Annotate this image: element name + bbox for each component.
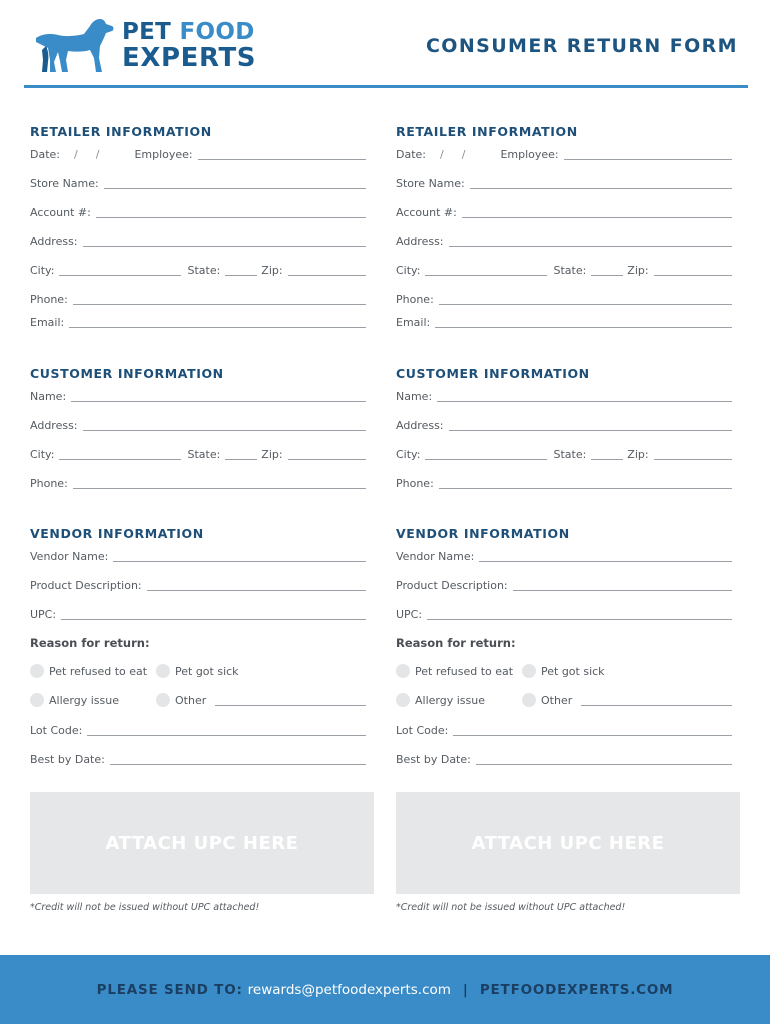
upc-row: [396, 604, 732, 622]
retailer-address-row: [396, 231, 732, 249]
address-field[interactable]: [83, 419, 366, 431]
customer-heading: CUSTOMER INFORMATION: [396, 366, 590, 381]
retailer-email-row: [30, 312, 366, 330]
address-field[interactable]: [449, 235, 732, 247]
address-label: Address:: [30, 419, 78, 432]
best-by-row: [30, 749, 366, 767]
radio-pet-sick[interactable]: [522, 664, 605, 678]
state-field[interactable]: [591, 448, 623, 460]
zip-label: Zip:: [627, 264, 649, 277]
city-label: City:: [30, 264, 55, 277]
account-field[interactable]: [462, 206, 732, 218]
phone-label: Phone:: [396, 293, 434, 306]
customer-name-row: [396, 386, 732, 404]
dog-logo-icon: [32, 16, 116, 76]
address-field[interactable]: [83, 235, 366, 247]
customer-city-row: [396, 444, 732, 462]
footer-website-link[interactable]: PETFOODEXPERTS.COM: [479, 981, 674, 998]
city-field[interactable]: [425, 264, 547, 276]
city-label: City:: [30, 448, 55, 461]
best-by-field[interactable]: [110, 753, 366, 765]
state-label: State:: [553, 264, 587, 277]
radio-circle-icon: [522, 664, 536, 678]
radio-pet-refused[interactable]: [396, 664, 513, 678]
email-label: Email:: [30, 316, 65, 329]
form-title: CONSUMER RETURN FORM: [425, 35, 738, 57]
upc-field[interactable]: [427, 608, 732, 620]
vendor-name-row: [396, 546, 732, 564]
retailer-date-row: [396, 144, 732, 162]
retailer-email-row: [396, 312, 732, 330]
lot-code-row: [30, 720, 366, 738]
radio-pet-refused[interactable]: [30, 664, 147, 678]
customer-address-row: [396, 415, 732, 433]
product-description-field[interactable]: [513, 579, 732, 591]
reason-label: Reason for return:: [30, 636, 150, 650]
account-label: Account #:: [396, 206, 457, 219]
product-description-row: [396, 575, 732, 593]
email-field[interactable]: [69, 316, 366, 328]
date-slash: /: [440, 148, 444, 161]
state-label: State:: [187, 264, 221, 277]
state-field[interactable]: [591, 264, 623, 276]
other-field[interactable]: [215, 705, 366, 706]
radio-circle-icon: [156, 664, 170, 678]
store-name-label: Store Name:: [30, 177, 99, 190]
date-slash: /: [74, 148, 78, 161]
retailer-phone-row: [396, 289, 732, 307]
email-label: Email:: [396, 316, 431, 329]
email-field[interactable]: [435, 316, 732, 328]
employee-field[interactable]: [198, 148, 366, 160]
store-name-label: Store Name:: [396, 177, 465, 190]
radio-circle-icon: [30, 693, 44, 707]
zip-label: Zip:: [261, 264, 283, 277]
other-field[interactable]: [581, 705, 732, 706]
header-divider: [24, 85, 748, 88]
date-slash: /: [95, 148, 100, 161]
best-by-field[interactable]: [476, 753, 732, 765]
header: [0, 0, 770, 90]
retailer-phone-row: [30, 289, 366, 307]
product-description-row: [30, 575, 366, 593]
radio-allergy[interactable]: [30, 693, 119, 707]
phone-label: Phone:: [30, 477, 68, 490]
name-field[interactable]: [71, 390, 366, 402]
retailer-heading: RETAILER INFORMATION: [396, 124, 578, 139]
brand-name-line2: EXPERTS: [122, 43, 257, 73]
radio-circle-icon: [522, 693, 536, 707]
customer-city-row: [30, 444, 366, 462]
city-field[interactable]: [59, 264, 181, 276]
brand-pet: PET: [122, 19, 172, 45]
upc-label: UPC:: [396, 608, 423, 621]
state-label: State:: [553, 448, 587, 461]
vendor-name-label: Vendor Name:: [396, 550, 475, 563]
brand-name-line1: [122, 20, 255, 44]
vendor-heading: VENDOR INFORMATION: [30, 526, 204, 541]
radio-label: Other: [541, 693, 573, 707]
retailer-city-row: [30, 260, 366, 278]
city-label: City:: [396, 448, 421, 461]
radio-label: Pet refused to eat: [49, 664, 148, 678]
phone-field[interactable]: [73, 293, 366, 305]
store-name-row: [30, 173, 366, 191]
radio-label: Allergy issue: [49, 693, 119, 707]
reason-options-row2: [30, 693, 366, 711]
footer-bar: [0, 955, 770, 1024]
account-field[interactable]: [96, 206, 366, 218]
vendor-name-field[interactable]: [113, 550, 366, 562]
address-label: Address:: [30, 235, 78, 248]
date-label: Date:: [396, 148, 426, 161]
reason-options-row1: [30, 664, 366, 682]
product-description-label: Product Description:: [30, 579, 142, 592]
store-name-field[interactable]: [470, 177, 732, 189]
zip-label: Zip:: [261, 448, 283, 461]
zip-field[interactable]: [288, 264, 366, 276]
zip-field[interactable]: [654, 264, 732, 276]
lot-code-label: Lot Code:: [30, 724, 83, 737]
retailer-heading: RETAILER INFORMATION: [30, 124, 212, 139]
radio-label: Pet got sick: [541, 664, 605, 678]
upc-row: [30, 604, 366, 622]
product-description-field[interactable]: [147, 579, 366, 591]
date-label: Date:: [30, 148, 60, 161]
attach-upc-label: ATTACH UPC HERE: [471, 832, 665, 854]
retailer-city-row: [396, 260, 732, 278]
best-by-label: Best by Date:: [30, 753, 105, 766]
vendor-name-field[interactable]: [479, 550, 732, 562]
reason-options-row2: [396, 693, 732, 711]
retailer-address-row: [30, 231, 366, 249]
name-label: Name:: [30, 390, 67, 403]
footer-email-link[interactable]: rewards@petfoodexperts.com: [247, 981, 451, 998]
radio-label: Pet got sick: [175, 664, 239, 678]
radio-other[interactable]: [522, 693, 572, 707]
reason-label: Reason for return:: [396, 636, 516, 650]
address-field[interactable]: [449, 419, 732, 431]
best-by-row: [396, 749, 732, 767]
attach-upc-box: [30, 792, 374, 894]
radio-circle-icon: [30, 664, 44, 678]
lot-code-row: [396, 720, 732, 738]
radio-label: Other: [175, 693, 207, 707]
state-field[interactable]: [225, 448, 257, 460]
footer-send-to: PLEASE SEND TO:: [96, 981, 243, 998]
footer-separator: |: [462, 981, 468, 998]
radio-label: Allergy issue: [415, 693, 485, 707]
radio-pet-sick[interactable]: [156, 664, 239, 678]
attach-upc-box: [396, 792, 740, 894]
vendor-name-row: [30, 546, 366, 564]
customer-phone-row: [30, 473, 366, 491]
city-label: City:: [396, 264, 421, 277]
phone-label: Phone:: [30, 293, 68, 306]
name-label: Name:: [396, 390, 433, 403]
account-row: [30, 202, 366, 220]
phone-field[interactable]: [439, 477, 732, 489]
customer-address-row: [30, 415, 366, 433]
upc-label: UPC:: [30, 608, 57, 621]
radio-circle-icon: [396, 693, 410, 707]
retailer-date-row: [30, 144, 366, 162]
phone-label: Phone:: [396, 477, 434, 490]
date-slash: /: [461, 148, 466, 161]
customer-heading: CUSTOMER INFORMATION: [30, 366, 224, 381]
upc-note: *Credit will not be issued without UPC attached!: [396, 902, 626, 913]
lot-code-field[interactable]: [87, 724, 366, 736]
vendor-name-label: Vendor Name:: [30, 550, 109, 563]
radio-circle-icon: [156, 693, 170, 707]
upc-field[interactable]: [61, 608, 366, 620]
brand-food: FOOD: [179, 19, 255, 45]
lot-code-label: Lot Code:: [396, 724, 449, 737]
zip-field[interactable]: [288, 448, 366, 460]
best-by-label: Best by Date:: [396, 753, 471, 766]
vendor-heading: VENDOR INFORMATION: [396, 526, 570, 541]
attach-upc-label: ATTACH UPC HERE: [105, 832, 299, 854]
state-field[interactable]: [225, 264, 257, 276]
employee-label: Employee:: [500, 148, 559, 161]
upc-note: *Credit will not be issued without UPC attached!: [30, 902, 260, 913]
name-field[interactable]: [437, 390, 732, 402]
employee-field[interactable]: [564, 148, 732, 160]
radio-allergy[interactable]: [396, 693, 485, 707]
radio-label: Pet refused to eat: [415, 664, 514, 678]
phone-field[interactable]: [439, 293, 732, 305]
radio-other[interactable]: [156, 693, 206, 707]
lot-code-field[interactable]: [453, 724, 732, 736]
zip-label: Zip:: [627, 448, 649, 461]
customer-name-row: [30, 386, 366, 404]
radio-circle-icon: [396, 664, 410, 678]
city-field[interactable]: [59, 448, 181, 460]
employee-label: Employee:: [134, 148, 193, 161]
state-label: State:: [187, 448, 221, 461]
zip-field[interactable]: [654, 448, 732, 460]
store-name-row: [396, 173, 732, 191]
city-field[interactable]: [425, 448, 547, 460]
reason-options-row1: [396, 664, 732, 682]
customer-phone-row: [396, 473, 732, 491]
address-label: Address:: [396, 235, 444, 248]
phone-field[interactable]: [73, 477, 366, 489]
account-row: [396, 202, 732, 220]
store-name-field[interactable]: [104, 177, 366, 189]
product-description-label: Product Description:: [396, 579, 508, 592]
account-label: Account #:: [30, 206, 91, 219]
address-label: Address:: [396, 419, 444, 432]
logo: [32, 16, 262, 78]
